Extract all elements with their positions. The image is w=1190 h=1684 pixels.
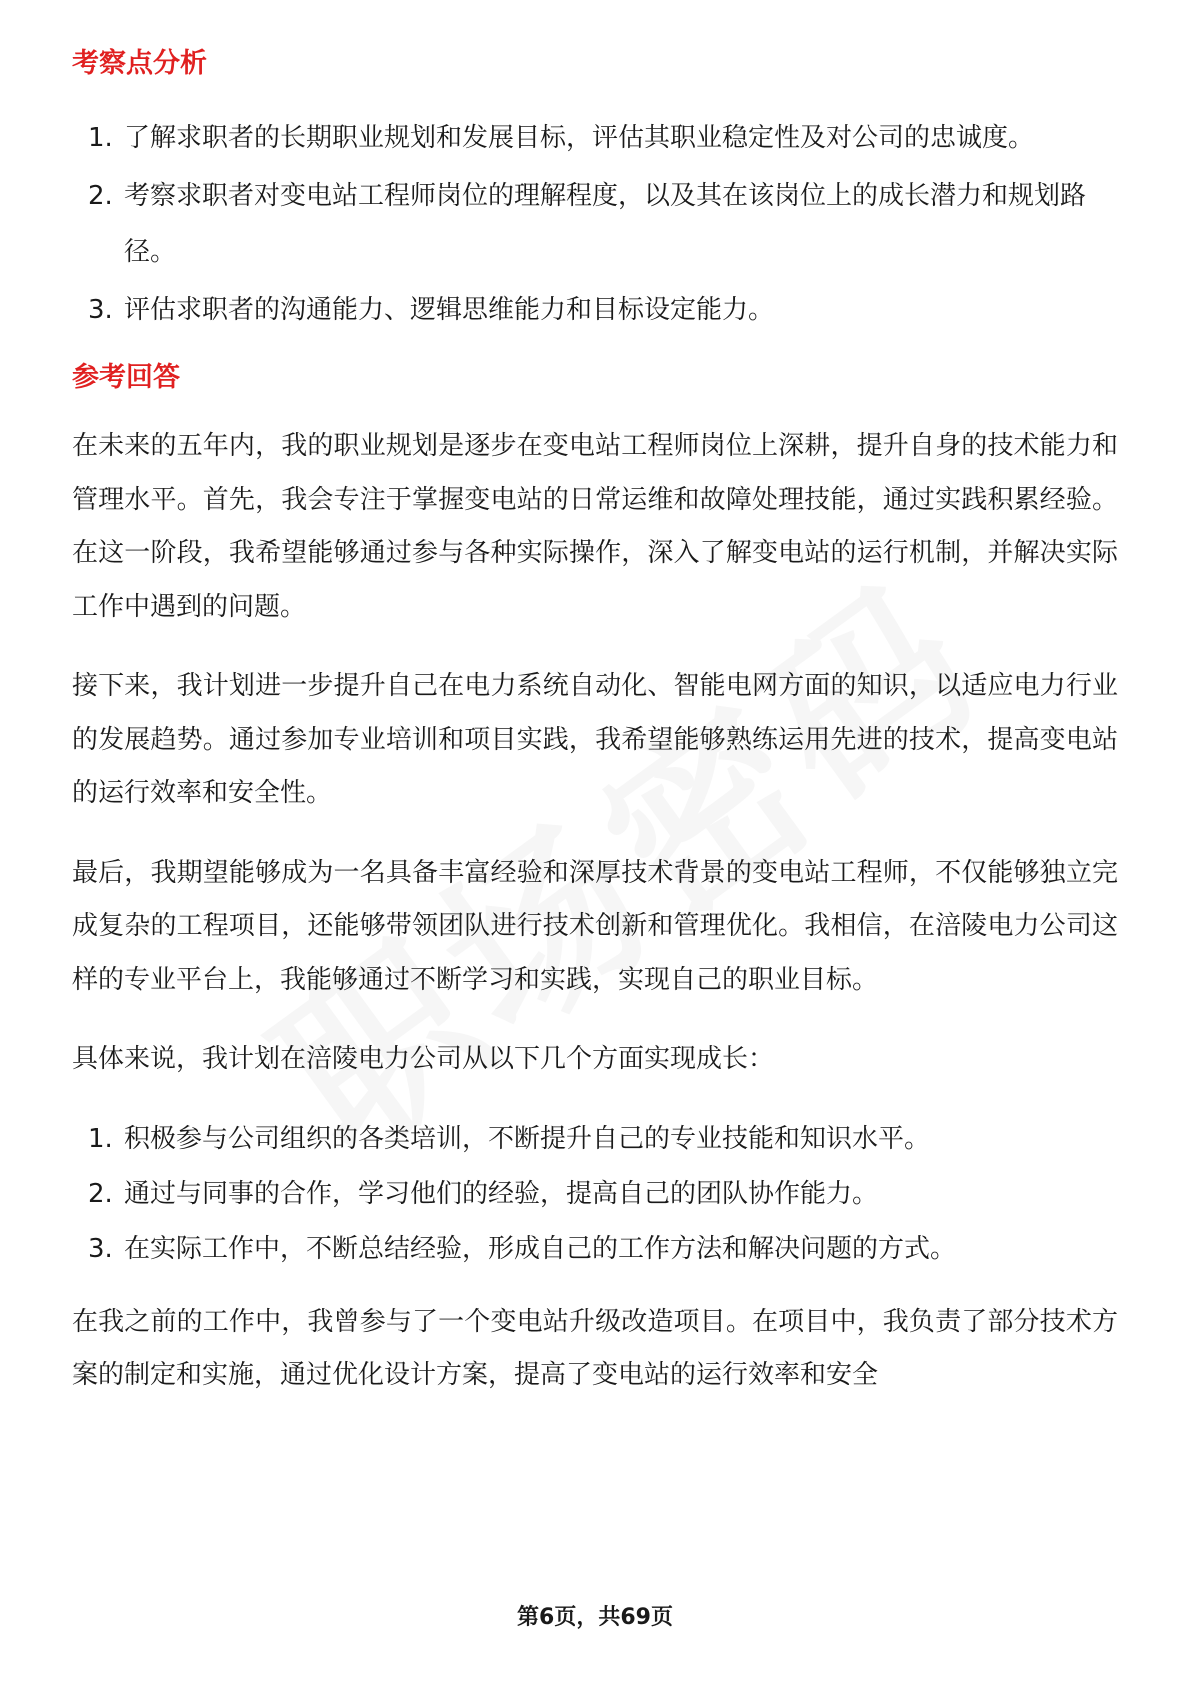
list-item [72,1223,1118,1276]
list-item-number: 2. [88,181,113,211]
page-content [72,44,1118,1429]
section-heading-answer: 参考回答 [72,362,180,393]
list-item-text: 考察求职者对变电站工程师岗位的理解程度，以及其在该岗位上的成长潜力和规划路径。 [124,181,1087,267]
list-item-number: 3. [88,1233,113,1264]
growth-list [72,1113,1118,1276]
answer-paragraph: 接下来，我计划进一步提升自己在电力系统自动化、智能电网方面的知识，以适应电力行业的发展趋势。通过参加专业培训和项目实践，我希望能够熟练运用先进的技术，提高变电站的运行效率和安全性。 [72,671,1118,808]
list-item-text: 在实际工作中，不断总结经验，形成自己的工作方法和解决问题的方式。 [124,1233,957,1264]
answer-paragraph: 在未来的五年内，我的职业规划是逐步在变电站工程师岗位上深耕，提升自身的技术能力和管理水平。首先，我会专注于掌握变电站的日常运维和故障处理技能，通过实践积累经验。在这一阶段，我希望能够通过参与各种实际操作，深入了解变电站的运行机制，并解决实际工作中遇到的问题。 [72,431,1118,622]
list-item-number: 1. [88,123,113,153]
analysis-list [72,110,1118,338]
list-item-number: 2. [88,1178,113,1209]
list-item-text: 积极参与公司组织的各类培训，不断提升自己的专业技能和知识水平。 [124,1123,931,1154]
list-item [72,1168,1118,1221]
page-number: 第6页，共69页 [517,1605,673,1630]
list-item-text: 通过与同事的合作，学习他们的经验，提高自己的团队协作能力。 [124,1178,879,1209]
list-item [72,110,1118,166]
list-item [72,168,1118,280]
answer-paragraph: 在我之前的工作中，我曾参与了一个变电站升级改造项目。在项目中，我负责了部分技术方案的制定和实施，通过优化设计方案，提高了变电站的运行效率和安全 [72,1306,1118,1390]
list-item-number: 1. [88,1123,113,1154]
list-item-number: 3. [88,295,113,325]
list-item [72,282,1118,338]
answer-paragraph: 最后，我期望能够成为一名具备丰富经验和深厚技术背景的变电站工程师，不仅能够独立完成复杂的工程项目，还能够带领团队进行技术创新和管理优化。我相信，在涪陵电力公司这样的专业平台上，我能够通过不断学习和实践，实现自己的职业目标。 [72,857,1118,995]
answer-paragraph: 具体来说，我计划在涪陵电力公司从以下几个方面实现成长： [72,1044,775,1074]
section-heading-analysis: 考察点分析 [72,48,207,79]
list-item [72,1113,1118,1166]
list-item-text: 评估求职者的沟通能力、逻辑思维能力和目标设定能力。 [124,295,775,325]
list-item-text: 了解求职者的长期职业规划和发展目标，评估其职业稳定性及对公司的忠诚度。 [124,123,1035,153]
